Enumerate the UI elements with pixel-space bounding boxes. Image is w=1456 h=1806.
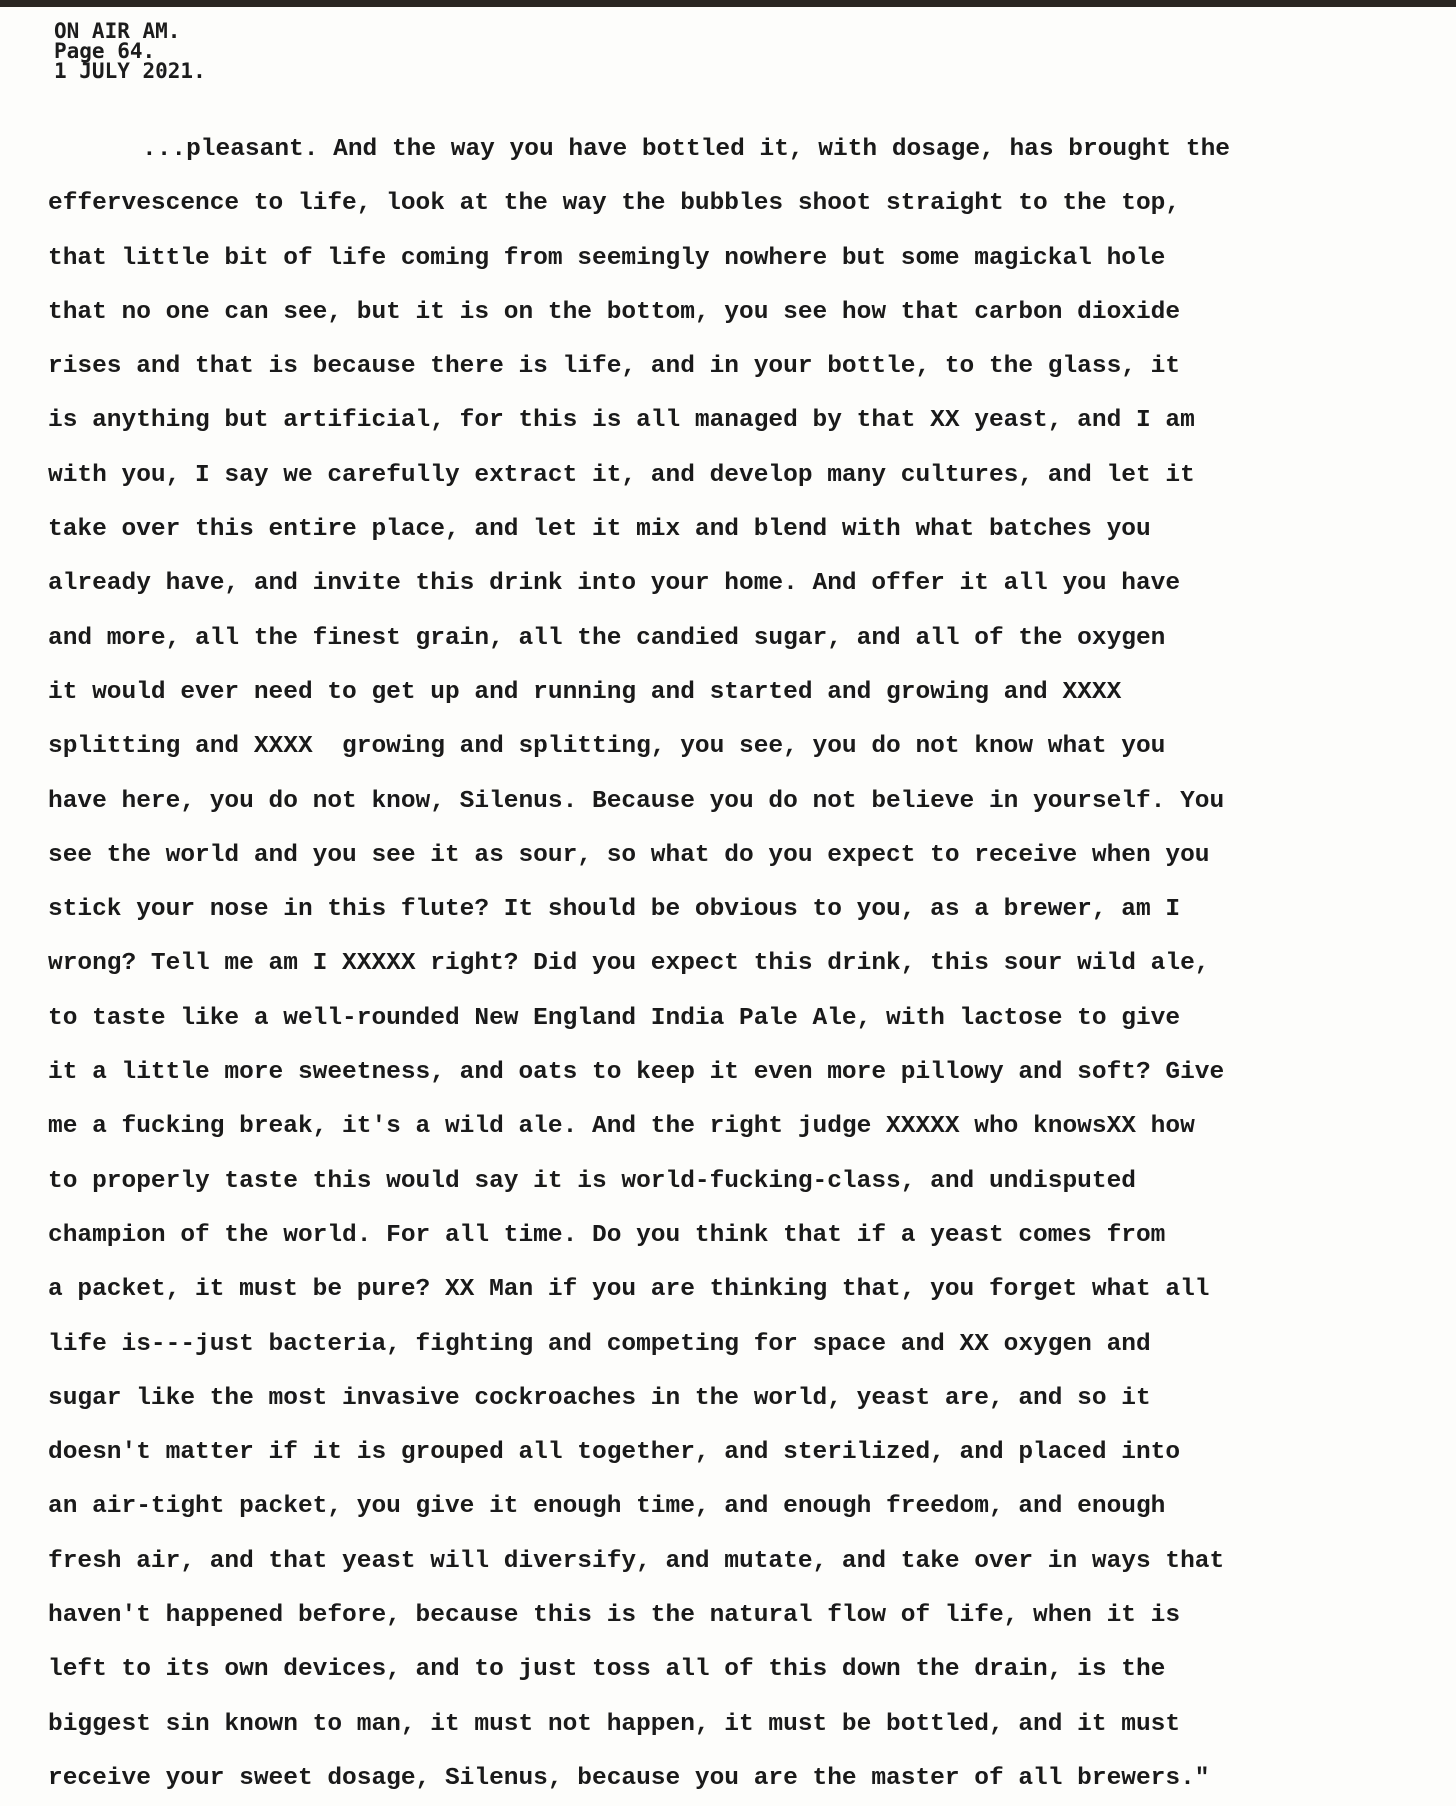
- text-line: a packet, it must be pure? XX Man if you are thinking that, you forget what all: [48, 1276, 1210, 1304]
- text-line: biggest sin known to man, it must not happen, it must be bottled, and it must: [48, 1710, 1181, 1738]
- typewritten-page: [0, 7, 1456, 1806]
- text-line: with you, I say we carefully extract it, and develop many cultures, and let it: [48, 461, 1195, 489]
- text-line: already have, and invite this drink into your home. And offer it all you have: [48, 570, 1181, 598]
- page-header: [54, 21, 206, 81]
- text-line: to properly taste this would say it is world-fucking-class, and undisputed: [48, 1167, 1136, 1195]
- text-line: fresh air, and that yeast will diversify, and mutate, and take over in ways that: [48, 1547, 1225, 1575]
- text-line: take over this entire place, and let it mix and blend with what batches you: [48, 516, 1151, 544]
- text-line: haven't happened before, because this is the natural flow of life, when it is: [48, 1602, 1181, 1630]
- body-text: [48, 123, 1428, 1806]
- text-line: see the world and you see it as sour, so what do you expect to receive when you: [48, 841, 1210, 869]
- page-date: 1 JULY 2021.: [54, 59, 206, 83]
- text-line: to taste like a well-rounded New England India Pale Ale, with lactose to give: [48, 1004, 1181, 1032]
- text-line: wrong? Tell me am I XXXXX right? Did you expect this drink, this sour wild ale,: [48, 950, 1210, 978]
- text-line: is anything but artificial, for this is all managed by that XX yeast, and I am: [48, 407, 1195, 435]
- program-title: ON AIR AM.: [54, 19, 181, 43]
- scan-top-edge: [0, 0, 1456, 7]
- text-line: me a fucking break, it's a wild ale. And the right judge XXXXX who knowsXX how: [48, 1113, 1195, 1141]
- text-line: left to its own devices, and to just toss all of this down the drain, is the: [48, 1656, 1166, 1684]
- text-line: it would ever need to get up and running and started and growing and XXXX: [48, 678, 1122, 706]
- text-line: ...pleasant. And the way you have bottled it, with dosage, has brought the: [142, 136, 1230, 163]
- text-line: stick your nose in this flute? It should be obvious to you, as a brewer, am I: [48, 896, 1181, 924]
- text-line: and more, all the finest grain, all the candied sugar, and all of the oxygen: [48, 624, 1166, 652]
- text-line: that no one can see, but it is on the bottom, you see how that carbon dioxide: [48, 298, 1181, 326]
- text-line: life is---just bacteria, fighting and competing for space and XX oxygen and: [48, 1330, 1151, 1358]
- text-line: doesn't matter if it is grouped all together, and sterilized, and placed into: [48, 1439, 1181, 1467]
- page-number: Page 64.: [54, 39, 156, 63]
- text-line: receive your sweet dosage, Silenus, because you are the master of all brewers.": [48, 1764, 1210, 1792]
- text-line: sugar like the most invasive cockroaches in the world, yeast are, and so it: [48, 1384, 1151, 1412]
- text-line: splitting and XXXX growing and splitting, you see, you do not know what you: [48, 733, 1166, 761]
- text-line: champion of the world. For all time. Do you think that if a yeast comes from: [48, 1221, 1166, 1249]
- text-line: an air-tight packet, you give it enough time, and enough freedom, and enough: [48, 1493, 1166, 1521]
- text-line: it a little more sweetness, and oats to keep it even more pillowy and soft? Give: [48, 1059, 1225, 1087]
- text-line: effervescence to life, look at the way the bubbles shoot straight to the top,: [48, 190, 1181, 218]
- text-line: have here, you do not know, Silenus. Because you do not believe in yourself. You: [48, 787, 1225, 815]
- text-line: rises and that is because there is life, and in your bottle, to the glass, it: [48, 353, 1181, 381]
- text-line: that little bit of life coming from seemingly nowhere but some magickal hole: [48, 244, 1166, 272]
